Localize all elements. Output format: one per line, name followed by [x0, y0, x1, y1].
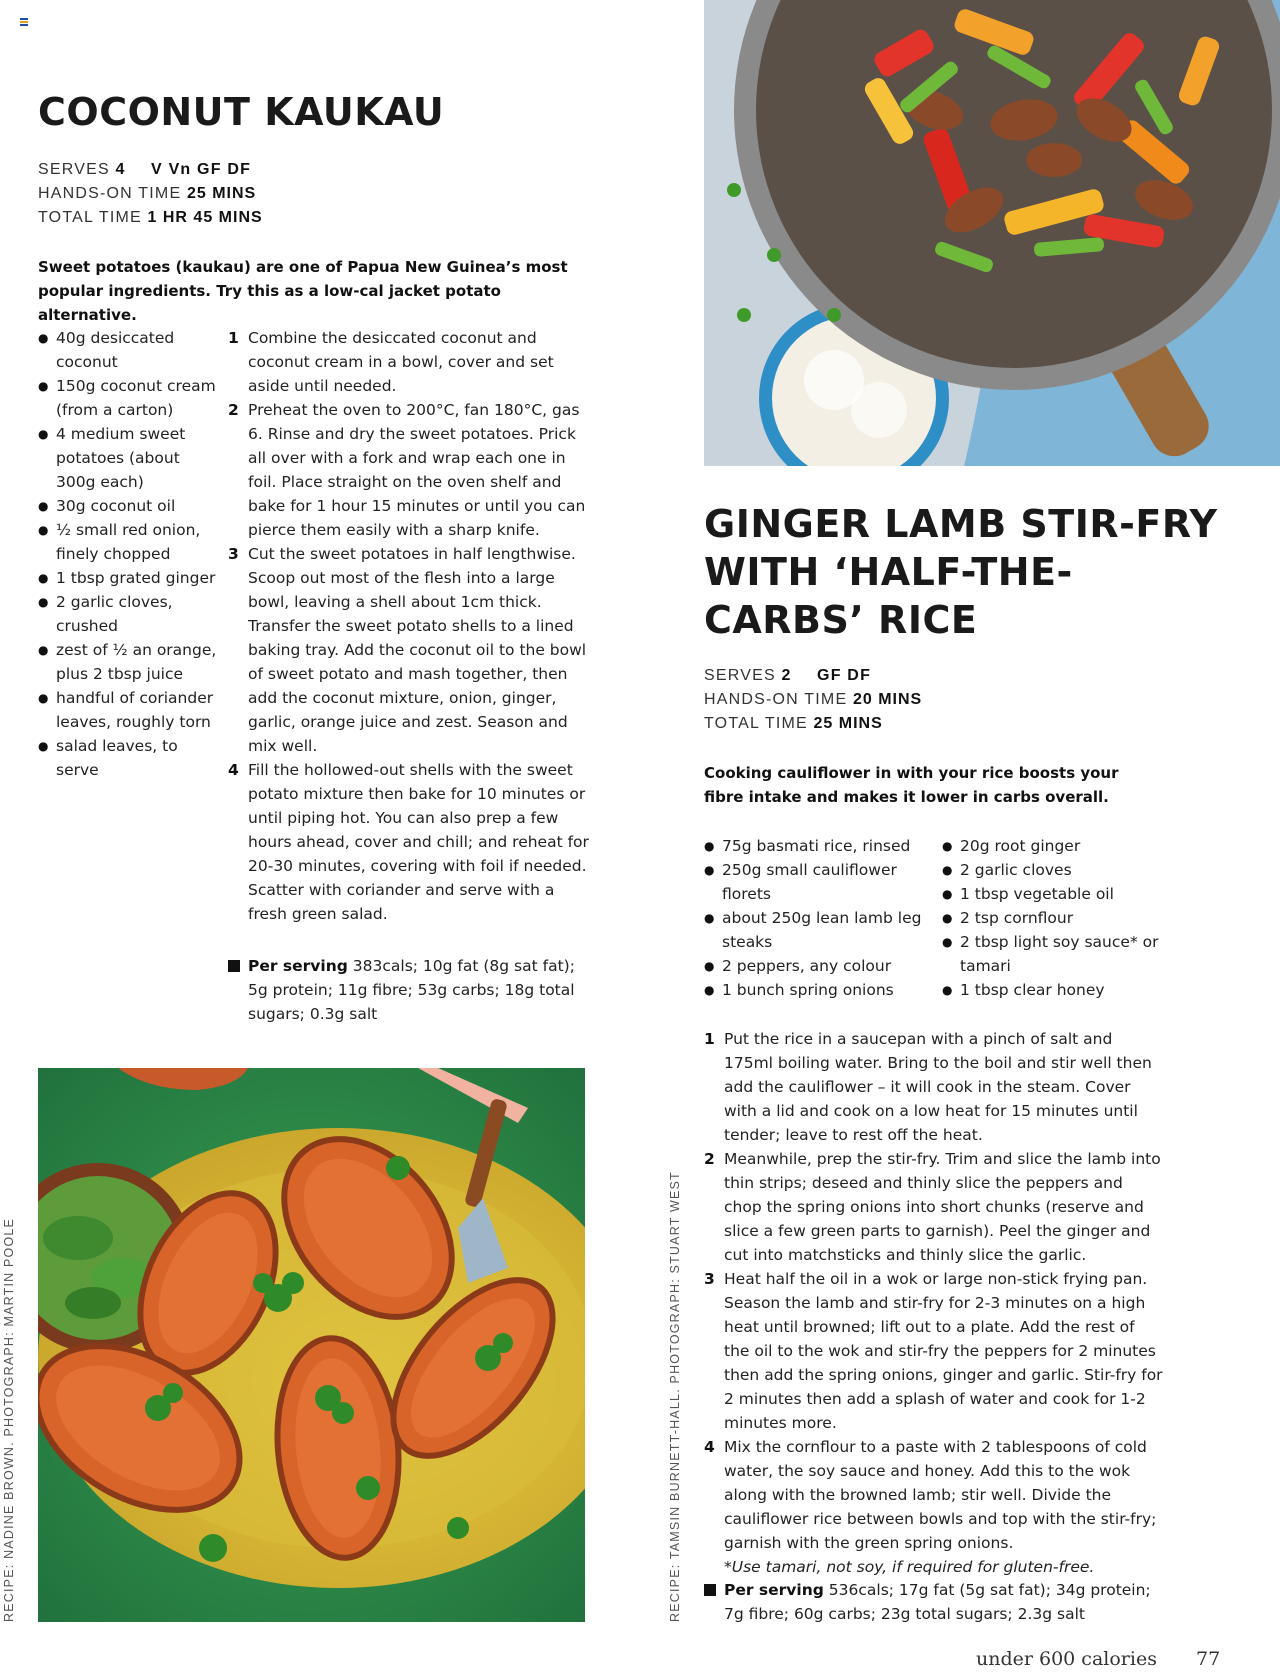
total-value: 25 MINS: [813, 715, 883, 732]
step-number: 1: [704, 1030, 715, 1048]
ingredient-item: ● 40g desiccated coconut: [38, 326, 218, 374]
step-number: 2: [704, 1150, 715, 1168]
method-step: [704, 1267, 1164, 1435]
nutrition-label: Per serving: [724, 1581, 824, 1599]
ingredient-item: ● handful of coriander leaves, roughly torn: [38, 686, 218, 734]
recipe2-credit: RECIPE: TAMSIN BURNETT-HALL. PHOTOGRAPH: STUART WEST: [668, 1171, 682, 1622]
step-number: 3: [228, 545, 239, 563]
total-label: TOTAL TIME: [38, 209, 142, 226]
step-text: Combine the desiccated coconut and coconut cream in a bowl, cover and set aside until needed.: [248, 329, 554, 395]
nutrition-values: 536cals; 17g fat (5g sat fat); 34g protein; 7g fibre; 60g carbs; 23g total sugars; 2.3g salt: [724, 1581, 1151, 1623]
ingredient-item: ● 2 garlic cloves: [942, 858, 1172, 882]
recipe1-ingredients: [38, 326, 218, 782]
step-text: Put the rice in a saucepan with a pinch of salt and 175ml boiling water. Bring to the boil and stir well then add the cauliflower – it will cook in the steam. Cover with a lid and cook on a low heat for 15 minutes until tender; leave to rest off the heat.: [724, 1030, 1152, 1144]
ingredient-item: ● 75g basmati rice, rinsed: [704, 834, 934, 858]
recipe2-total-line: [704, 712, 922, 736]
method-step: [228, 326, 593, 398]
diet-tags: GF DF: [817, 667, 872, 684]
step-text: Heat half the oil in a wok or large non-stick frying pan. Season the lamb and stir-fry for 2-3 minutes on a high heat until browned; lift out to a plate. Add the rest of the oil to the wok and stir-fry the peppers for 2 minutes then add the spring onions, ginger and garlic. Stir-fry for 2 minutes then add a splash of water and cook for 1-2 minutes more.: [724, 1270, 1163, 1432]
step-number: 4: [228, 761, 239, 779]
ingredient-item: ● ½ small red onion, finely chopped: [38, 518, 218, 566]
recipe2-nutrition: [704, 1578, 1174, 1626]
method-step: [228, 758, 593, 926]
handson-label: HANDS-ON TIME: [38, 185, 182, 202]
recipe2-ingredients-col1: [704, 834, 934, 1002]
recipe1-total-line: [38, 206, 263, 230]
ingredient-item: ● 1 bunch spring onions: [704, 978, 934, 1002]
ingredient-item: ● 2 tsp cornflour: [942, 906, 1172, 930]
recipe2-title: GINGER LAMB STIR-FRY WITH ‘HALF-THE-CARBS’ RICE: [704, 502, 1218, 642]
recipe1-handson-line: [38, 182, 263, 206]
total-label: TOTAL TIME: [704, 715, 808, 732]
serves-label: SERVES: [704, 667, 776, 684]
recipe2-serves-line: [704, 664, 922, 688]
recipe2-intro: Cooking cauliflower in with your rice boosts your fibre intake and makes it lower in carbs overall.: [704, 764, 1119, 806]
recipe1-meta: [38, 158, 263, 230]
method-step: [704, 1027, 1164, 1147]
ingredient-item: ● 30g coconut oil: [38, 494, 218, 518]
recipe1-nutrition: [228, 954, 598, 1026]
diet-tags: V Vn GF DF: [151, 161, 252, 178]
step-text: Preheat the oven to 200°C, fan 180°C, gas 6. Rinse and dry the sweet potatoes. Prick all over with a fork and wrap each one in foil. Place straight on the oven shelf and bake for 1 hour 15 minutes or until you can pierce them easily with a sharp knife.: [248, 401, 586, 539]
recipe1-method: [228, 326, 593, 926]
recipe1-serves-line: [38, 158, 263, 182]
handson-value: 20 MINS: [852, 691, 923, 708]
ingredient-item: ● 20g root ginger: [942, 834, 1172, 858]
corner-flag-icon: [20, 18, 28, 26]
method-step: [704, 1147, 1164, 1267]
ingredient-item: ● 2 garlic cloves, crushed: [38, 590, 218, 638]
recipe1-intro: Sweet potatoes (kaukau) are one of Papua New Guinea’s most popular ingredients. Try this as a low-cal jacket potato alternative.: [38, 258, 568, 324]
method-step: [704, 1435, 1164, 1579]
sweet-potato-photo: [38, 1068, 585, 1622]
square-bullet-icon: [704, 1584, 716, 1596]
step-text: Mix the cornflour to a paste with 2 tablespoons of cold water, the soy sauce and honey. Add this to the wok along with the browned lamb; stir well. Divide the cauliflower rice between bowls and top with the stir-fry; garnish with the green spring onions.: [724, 1438, 1157, 1552]
step-number: 2: [228, 401, 239, 419]
gluten-free-note: *Use tamari, not soy, if required for gluten-free.: [724, 1558, 1095, 1576]
ingredient-item: ● 250g small cauliflower florets: [704, 858, 934, 906]
step-number: 1: [228, 329, 239, 347]
serves-value: 2: [781, 667, 792, 684]
method-step: [228, 398, 593, 542]
step-text: Cut the sweet potatoes in half lengthwise. Scoop out most of the flesh into a large bowl, leaving a shell about 1cm thick. Transfer the sweet potato shells to a lined baking tray. Add the coconut oil to the bowl of sweet potato and mash together, then add the coconut mixture, onion, ginger, garlic, orange juice and zest. Season and mix well.: [248, 545, 587, 755]
recipe2-handson-line: [704, 688, 922, 712]
recipe2-meta: [704, 664, 922, 736]
step-number: 3: [704, 1270, 715, 1288]
ingredient-item: ● 4 medium sweet potatoes (about 300g each): [38, 422, 218, 494]
page-number: 77: [1196, 1648, 1221, 1670]
ingredient-item: ● 2 peppers, any colour: [704, 954, 934, 978]
step-number: 4: [704, 1438, 715, 1456]
ingredient-item: ● 1 tbsp vegetable oil: [942, 882, 1172, 906]
ingredient-item: ● 1 tbsp grated ginger: [38, 566, 218, 590]
nutrition-label: Per serving: [248, 957, 348, 975]
serves-value: 4: [115, 161, 126, 178]
nutrition-values: 383cals; 10g fat (8g sat fat); 5g protein; 11g fibre; 53g carbs; 18g total sugars; 0.3g salt: [248, 957, 575, 1023]
square-bullet-icon: [228, 960, 240, 972]
ingredient-item: ● 1 tbsp clear honey: [942, 978, 1172, 1002]
serves-label: SERVES: [38, 161, 110, 178]
method-step: [228, 542, 593, 758]
ingredient-item: ● salad leaves, to serve: [38, 734, 218, 782]
recipe1-credit: RECIPE: NADINE BROWN. PHOTOGRAPH: MARTIN POOLE: [2, 1217, 16, 1622]
recipe2-ingredients-col2: [942, 834, 1172, 1002]
ingredient-item: ● zest of ½ an orange, plus 2 tbsp juice: [38, 638, 218, 686]
section-footer: under 600 calories: [976, 1648, 1157, 1670]
ingredient-item: ● about 250g lean lamb leg steaks: [704, 906, 934, 954]
handson-value: 25 MINS: [186, 185, 257, 202]
recipe2-method: [704, 1027, 1164, 1579]
ingredient-item: ● 2 tbsp light soy sauce* or tamari: [942, 930, 1172, 978]
recipe1-title: COCONUT KAUKAU: [38, 90, 445, 134]
total-value: 1 HR 45 MINS: [147, 209, 263, 226]
step-text: Meanwhile, prep the stir-fry. Trim and slice the lamb into thin strips; deseed and thinly slice the peppers and chop the spring onions into short chunks (reserve and slice a few green parts to garnish). Peel the ginger and cut into matchsticks and thinly slice the garlic.: [724, 1150, 1161, 1264]
handson-label: HANDS-ON TIME: [704, 691, 848, 708]
step-text: Fill the hollowed-out shells with the sweet potato mixture then bake for 10 minutes or until piping hot. You can also prep a few hours ahead, cover and chill; and reheat for 20-30 minutes, covering with foil if needed. Scatter with coriander and serve with a fresh green salad.: [248, 761, 589, 923]
lamb-stir-fry-photo: [704, 0, 1280, 466]
ingredient-item: ● 150g coconut cream (from a carton): [38, 374, 218, 422]
